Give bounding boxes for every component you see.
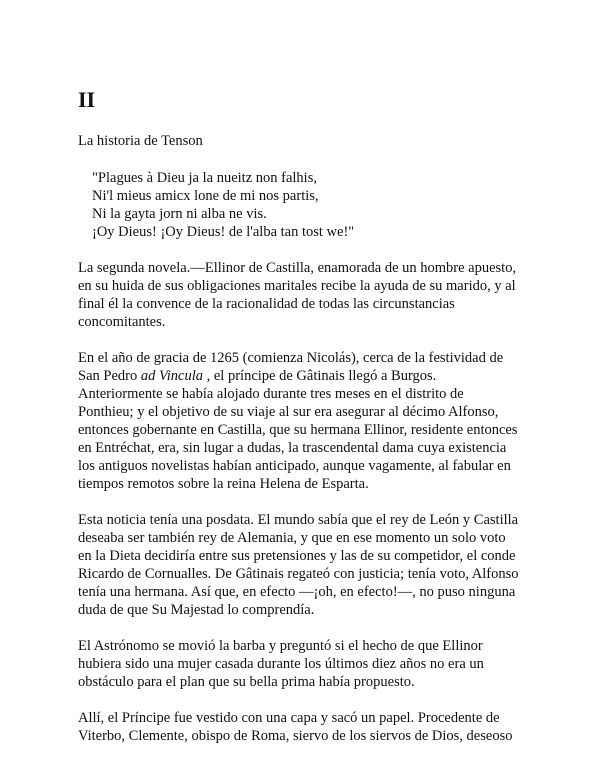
text-line: tenía una hermana. Así que, en efecto —¡oh, en efecto!—, no puso ninguna <box>78 584 516 600</box>
verse-line: Ni'l mieus amicx lone de mi nos partis, <box>92 188 319 204</box>
chapter-subtitle: La historia de Tenson <box>78 133 203 149</box>
text-line: Ricardo de Cornualles. De Gâtinais regateó con justicia; tenía voto, Alfonso <box>78 566 519 582</box>
text-line: en la Dieta decidiría entre sus pretensiones y las de su competidor, el conde <box>78 548 516 564</box>
text-line: La segunda novela.—Ellinor de Castilla, enamorada de un hombre apuesto, <box>78 260 517 276</box>
text-line: En el año de gracia de 1265 (comienza Nicolás), cerca de la festividad de <box>78 350 504 366</box>
text-line: entonces gobernante en Castilla, que su hermana Ellinor, residente entonces <box>78 422 518 438</box>
italic-phrase: ad Vincula <box>140 368 203 384</box>
text-line: final él la convence de la racionalidad de todas las circunstancias <box>78 296 455 312</box>
verse-line: "Plagues à Dieu ja la nueitz non falhis, <box>92 170 317 186</box>
paragraph-postscript <box>78 511 560 619</box>
text-fragment: San Pedro <box>78 368 141 384</box>
text-line <box>78 367 560 385</box>
text-line: tiempos remotos sobre la reina Helena de Esparta. <box>78 476 369 492</box>
text-line: Allí, el Príncipe fue vestido con una capa y sacó un papel. Procedente de <box>78 710 500 726</box>
verse-line: ¡Oy Dieus! ¡Oy Dieus! de l'alba tan tost we!" <box>92 224 355 240</box>
text-line: Esta noticia tenía una posdata. El mundo sabía que el rey de León y Castilla <box>78 512 519 528</box>
epigraph-verse <box>92 169 560 241</box>
text-line: concomitantes. <box>78 314 166 330</box>
paragraph-summary <box>78 259 560 331</box>
paragraph-arrival <box>78 349 560 493</box>
text-line: El Astrónomo se movió la barba y preguntó si el hecho de que Ellinor <box>78 638 483 654</box>
text-line: Ponthieu; y el objetivo de su viaje al sur era asegurar al décimo Alfonso, <box>78 404 499 420</box>
text-line: en su huida de sus obligaciones maritales recibe la ayuda de su marido, y al <box>78 278 516 294</box>
text-line: hubiera sido una mujer casada durante los últimos diez años no era un <box>78 656 484 672</box>
text-line: obstáculo para el plan que su bella prima había propuesto. <box>78 674 415 690</box>
paragraph-prince <box>78 709 560 745</box>
text-line: en Entréchat, era, sin lugar a dudas, la trascendental dama cuya existencia <box>78 440 507 456</box>
text-line: Viterbo, Clemente, obispo de Roma, siervo de los siervos de Dios, deseoso <box>78 728 513 744</box>
text-line: duda de que Su Majestad lo comprendía. <box>78 602 315 618</box>
text-line: Anteriormente se había alojado durante tres meses en el distrito de <box>78 386 464 402</box>
chapter-heading: II <box>78 87 96 112</box>
verse-line: Ni la gayta jorn ni alba ne vis. <box>92 206 267 222</box>
text-line: los antiguos novelistas habían anticipado, aunque vagamente, al fabular en <box>78 458 511 474</box>
paragraph-astronomer <box>78 637 560 691</box>
text-line: deseaba ser también rey de Alemania, y que en ese momento un solo voto <box>78 530 506 546</box>
text-fragment: , el príncipe de Gâtinais llegó a Burgos. <box>203 368 437 384</box>
